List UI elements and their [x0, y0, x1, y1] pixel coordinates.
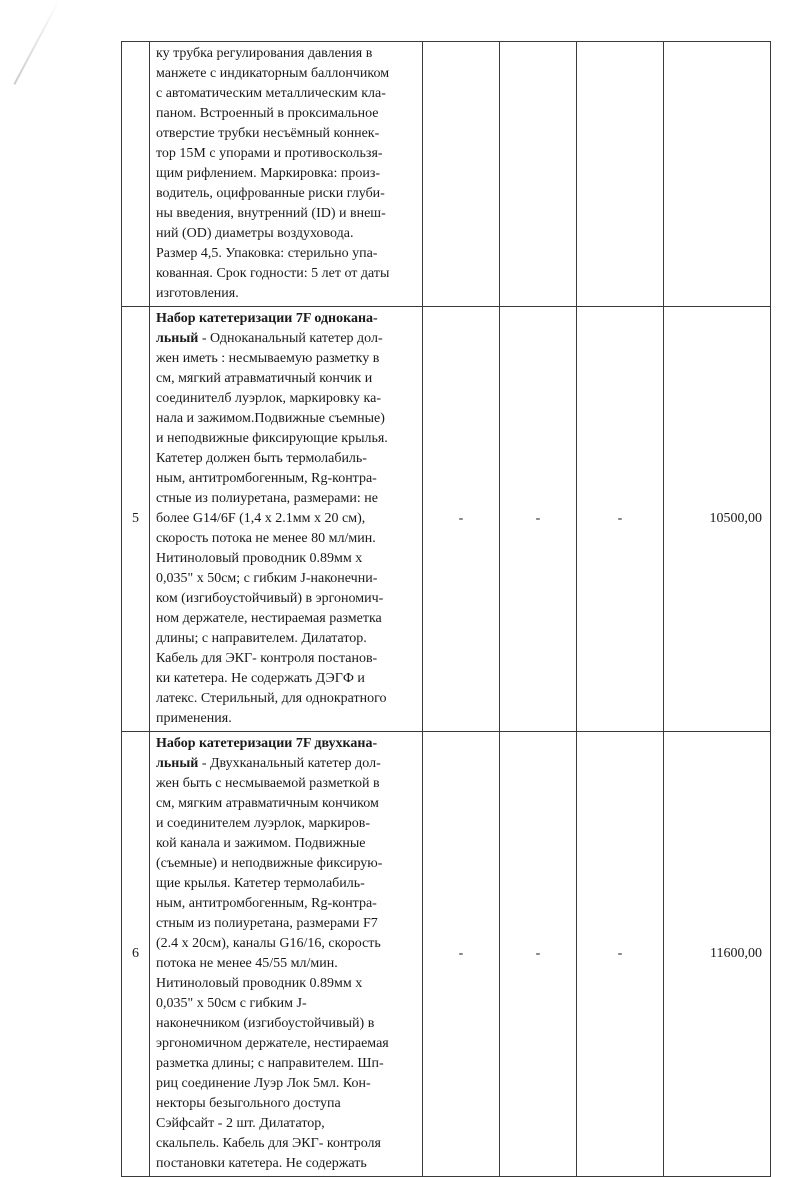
- description-line: кованная. Срок годности: 5 лет от даты: [156, 266, 390, 281]
- description-line: водитель, оцифрованные риски глуби-: [156, 186, 385, 201]
- description-line: соединителб луэрлок, маркировку ка-: [156, 391, 382, 406]
- item-title-end: льный: [156, 331, 199, 346]
- description-line: 0,035" х 50см с гибким J-: [156, 996, 307, 1011]
- row-number: [122, 42, 150, 307]
- description-line: кой канала и зажимом. Подвижные: [156, 836, 366, 851]
- description-line: эргономичном держателе, нестираемая: [156, 1036, 389, 1051]
- price-value: 11600,00: [664, 732, 771, 1177]
- description-line: ком (изгибоустойчивый) в эргономич-: [156, 591, 384, 606]
- item-description: [150, 732, 423, 1177]
- description-line: изготовления.: [156, 286, 239, 301]
- description-line: ном держателе, нестираемая разметка: [156, 611, 382, 626]
- description-line: Размер 4,5. Упаковка: стерильно упа-: [156, 246, 378, 261]
- column-a-value: -: [423, 732, 500, 1177]
- column-c-value: -: [577, 732, 664, 1177]
- item-title-continuation: [156, 329, 418, 349]
- description-line: потока не менее 45/55 мл/мин.: [156, 956, 338, 971]
- row-number: 6: [122, 732, 150, 1177]
- description-line: нала и зажимом.Подвижные съемные): [156, 411, 385, 426]
- description-line: см, мягким атравматичным кончиком: [156, 796, 379, 811]
- description-line: щим рифлением. Маркировка: произ-: [156, 166, 381, 181]
- table-row: [122, 307, 771, 732]
- description-line: ным, антитромбогенным, Rg-контра-: [156, 896, 377, 911]
- description-line: применения.: [156, 711, 232, 726]
- column-b-value: -: [500, 307, 577, 732]
- description-line: паном. Встроенный в проксимальное: [156, 106, 379, 121]
- description-line: разметка длины; с направителем. Шп-: [156, 1056, 384, 1071]
- description-line: скальпель. Кабель для ЭКГ- контроля: [156, 1136, 381, 1151]
- item-description: [150, 307, 423, 732]
- column-b-value: [500, 42, 577, 307]
- description-line: более G14/6F (1,4 х 2.1мм х 20 см),: [156, 511, 366, 526]
- column-b-value: -: [500, 732, 577, 1177]
- description-line: ний (OD) диаметры воздуховода.: [156, 226, 354, 241]
- item-title-line: Набор катетеризации 7F однокана-: [156, 311, 378, 326]
- price-value: 10500,00: [664, 307, 771, 732]
- description-line: риц соединение Луэр Лок 5мл. Кон-: [156, 1076, 371, 1091]
- table-row: [122, 732, 771, 1177]
- description-line: ным, антитромбогенным, Rg-контра-: [156, 471, 377, 486]
- item-title-end: льный: [156, 756, 199, 771]
- description-line: Нитиноловый проводник 0.89мм х: [156, 551, 363, 566]
- specification-table: [121, 41, 771, 1177]
- price-value: [664, 42, 771, 307]
- item-description: [150, 42, 423, 307]
- description-line: Нитиноловый проводник 0.89мм х: [156, 976, 363, 991]
- column-a-value: -: [423, 307, 500, 732]
- description-line: щие крылья. Катетер термолабиль-: [156, 876, 365, 891]
- description-line: ны введения, внутренний (ID) и внеш-: [156, 206, 386, 221]
- description-line: ки катетера. Не содержать ДЭГФ и: [156, 671, 365, 686]
- row-number: 5: [122, 307, 150, 732]
- description-start: - Одноканальный катетер дол-: [198, 331, 383, 346]
- description-line: и неподвижные фиксирующие крылья.: [156, 431, 388, 446]
- description-line: наконечником (изгибоустойчивый) в: [156, 1016, 375, 1031]
- column-a-value: [423, 42, 500, 307]
- description-line: манжете с индикаторным баллончиком: [156, 66, 390, 81]
- description-line: длины; с направителем. Дилататор.: [156, 631, 367, 646]
- item-title-continuation: [156, 754, 418, 774]
- description-line: 0,035" х 50см; с гибким J-наконечни-: [156, 571, 378, 586]
- scan-artifact-line: [13, 0, 59, 85]
- table-row: [122, 42, 771, 307]
- description-line: жен быть с несмываемой разметкой в: [156, 776, 380, 791]
- description-line: скорость потока не менее 80 мл/мин.: [156, 531, 376, 546]
- description-line: тор 15М с упорами и противоскользя-: [156, 146, 383, 161]
- table-body: [122, 42, 771, 1177]
- description-line: стным из полиуретана, размерами F7: [156, 916, 378, 931]
- description-line: с автоматическим металлическим кла-: [156, 86, 386, 101]
- description-start: - Двухканальный катетер дол-: [198, 756, 381, 771]
- description-line: см, мягкий атравматичный кончик и: [156, 371, 373, 386]
- description-line: некторы безыгольного доступа: [156, 1096, 341, 1111]
- description-line: латекс. Стерильный, для однократного: [156, 691, 387, 706]
- description-line: отверстие трубки несъёмный коннек-: [156, 126, 380, 141]
- description-line: Кабель для ЭКГ- контроля постанов-: [156, 651, 378, 666]
- description-line: Сэйфсайт - 2 шт. Дилататор,: [156, 1116, 325, 1131]
- description-line: жен иметь : несмываемую разметку в: [156, 351, 380, 366]
- item-title-line: Набор катетеризации 7F двухкана-: [156, 736, 378, 751]
- column-c-value: -: [577, 307, 664, 732]
- description-line: (2.4 х 20см), каналы G16/16, скорость: [156, 936, 381, 951]
- description-line: стные из полиуретана, размерами: не: [156, 491, 378, 506]
- description-line: и соединителем луэрлок, маркиров-: [156, 816, 371, 831]
- description-line: (съемные) и неподвижные фиксирую-: [156, 856, 383, 871]
- column-c-value: [577, 42, 664, 307]
- description-line: постановки катетера. Не содержать: [156, 1156, 367, 1171]
- description-line: ку трубка регулирования давления в: [156, 46, 373, 61]
- description-line: Катетер должен быть термолабиль-: [156, 451, 367, 466]
